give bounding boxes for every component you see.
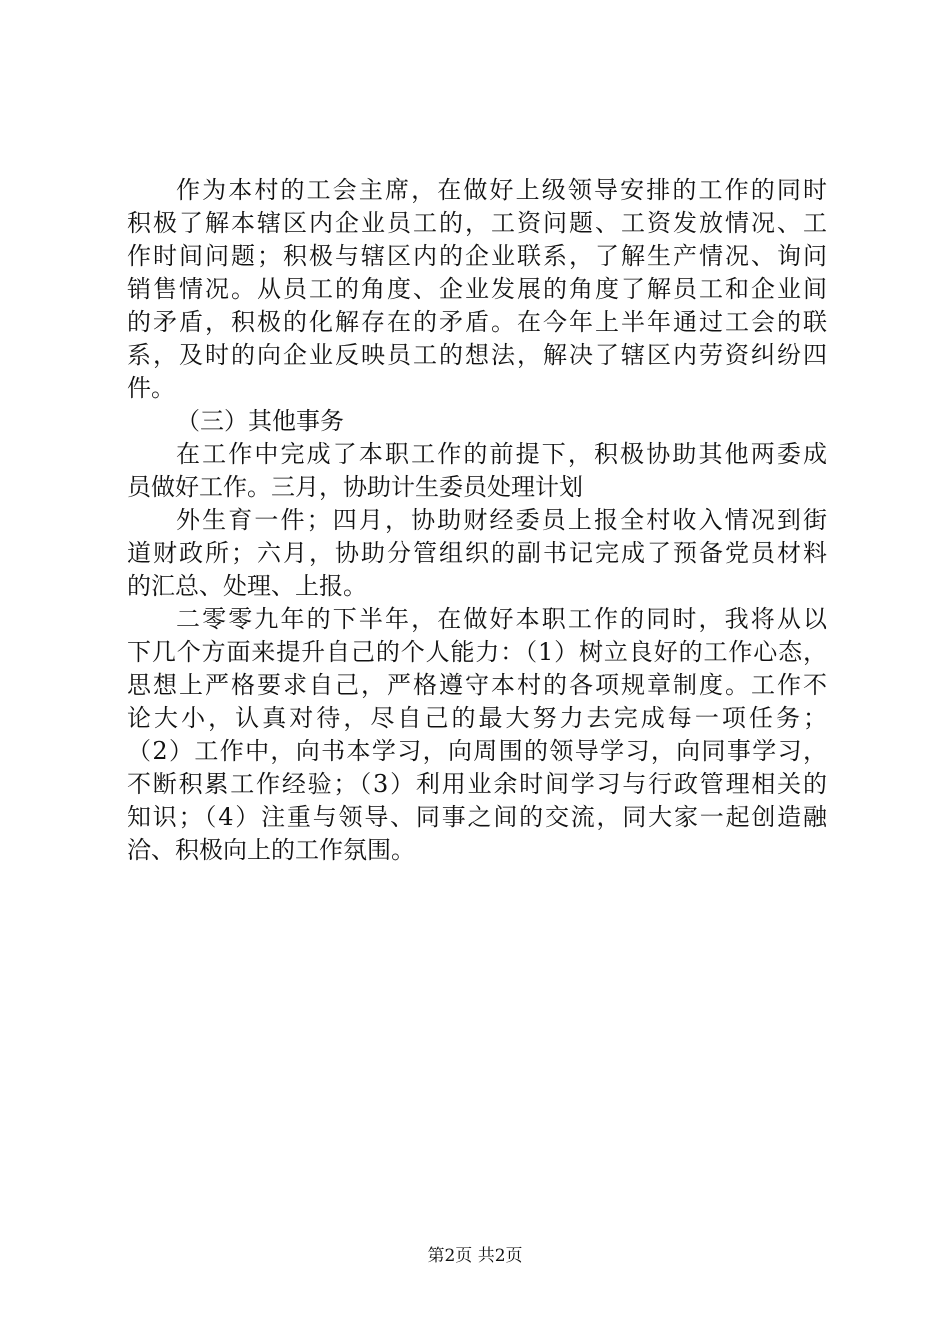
paragraph-assistance [127,504,827,603]
text-line: 的矛盾，积极的化解存在的矛盾。在今年上半年通过工会的联 [127,308,827,336]
text-line: 思想上严格要求自己，严格遵守本村的各项规章制度。工作不 [127,671,827,699]
text-line: 件。 [127,374,175,402]
text-line: 积极了解本辖区内企业员工的，工资问题、工资发放情况、工 [127,209,827,237]
paragraph-other-duties [127,438,827,504]
text-line: 论大小，认真对待，尽自己的最大努力去完成每一项任务； [127,704,827,732]
text-line: 销售情况。从员工的角度、企业发展的角度了解员工和企业间 [127,275,827,303]
text-line: 员做好工作。三月，协助计生委员处理计划 [127,473,583,501]
paragraph-union-work [127,174,827,405]
text-line: 作为本村的工会主席，在做好上级领导安排的工作的同时 [176,176,827,204]
text-line: 外生育一件；四月，协助财经委员上报全村收入情况到街 [176,506,827,534]
text-line: 洽、积极向上的工作氛围。 [127,836,415,864]
text-line: 知识；（4）注重与领导、同事之间的交流，同大家一起创造融 [127,803,827,831]
text-line: 二零零九年的下半年，在做好本职工作的同时，我将从以 [176,605,827,633]
document-body [127,174,827,867]
text-line: 下几个方面来提升自己的个人能力：（1）树立良好的工作心态， [127,638,827,666]
text-line: 系，及时的向企业反映员工的想法，解决了辖区内劳资纠纷四 [127,341,827,369]
section-heading: （三）其他事务 [176,407,344,435]
page-number-footer: 第2页 共2页 [427,1246,523,1266]
text-line: 作时间问题；积极与辖区内的企业联系，了解生产情况、询问 [127,242,827,270]
text-line: （2）工作中，向书本学习，向周围的领导学习，向同事学习， [127,737,827,765]
paragraph-plans [127,603,827,867]
text-line: 道财政所；六月，协助分管组织的副书记完成了预备党员材料 [127,539,827,567]
text-line: 不断积累工作经验；（3）利用业余时间学习与行政管理相关的 [127,770,827,798]
text-line: 的汇总、处理、上报。 [127,572,367,600]
text-line: 在工作中完成了本职工作的前提下，积极协助其他两委成 [176,440,827,468]
